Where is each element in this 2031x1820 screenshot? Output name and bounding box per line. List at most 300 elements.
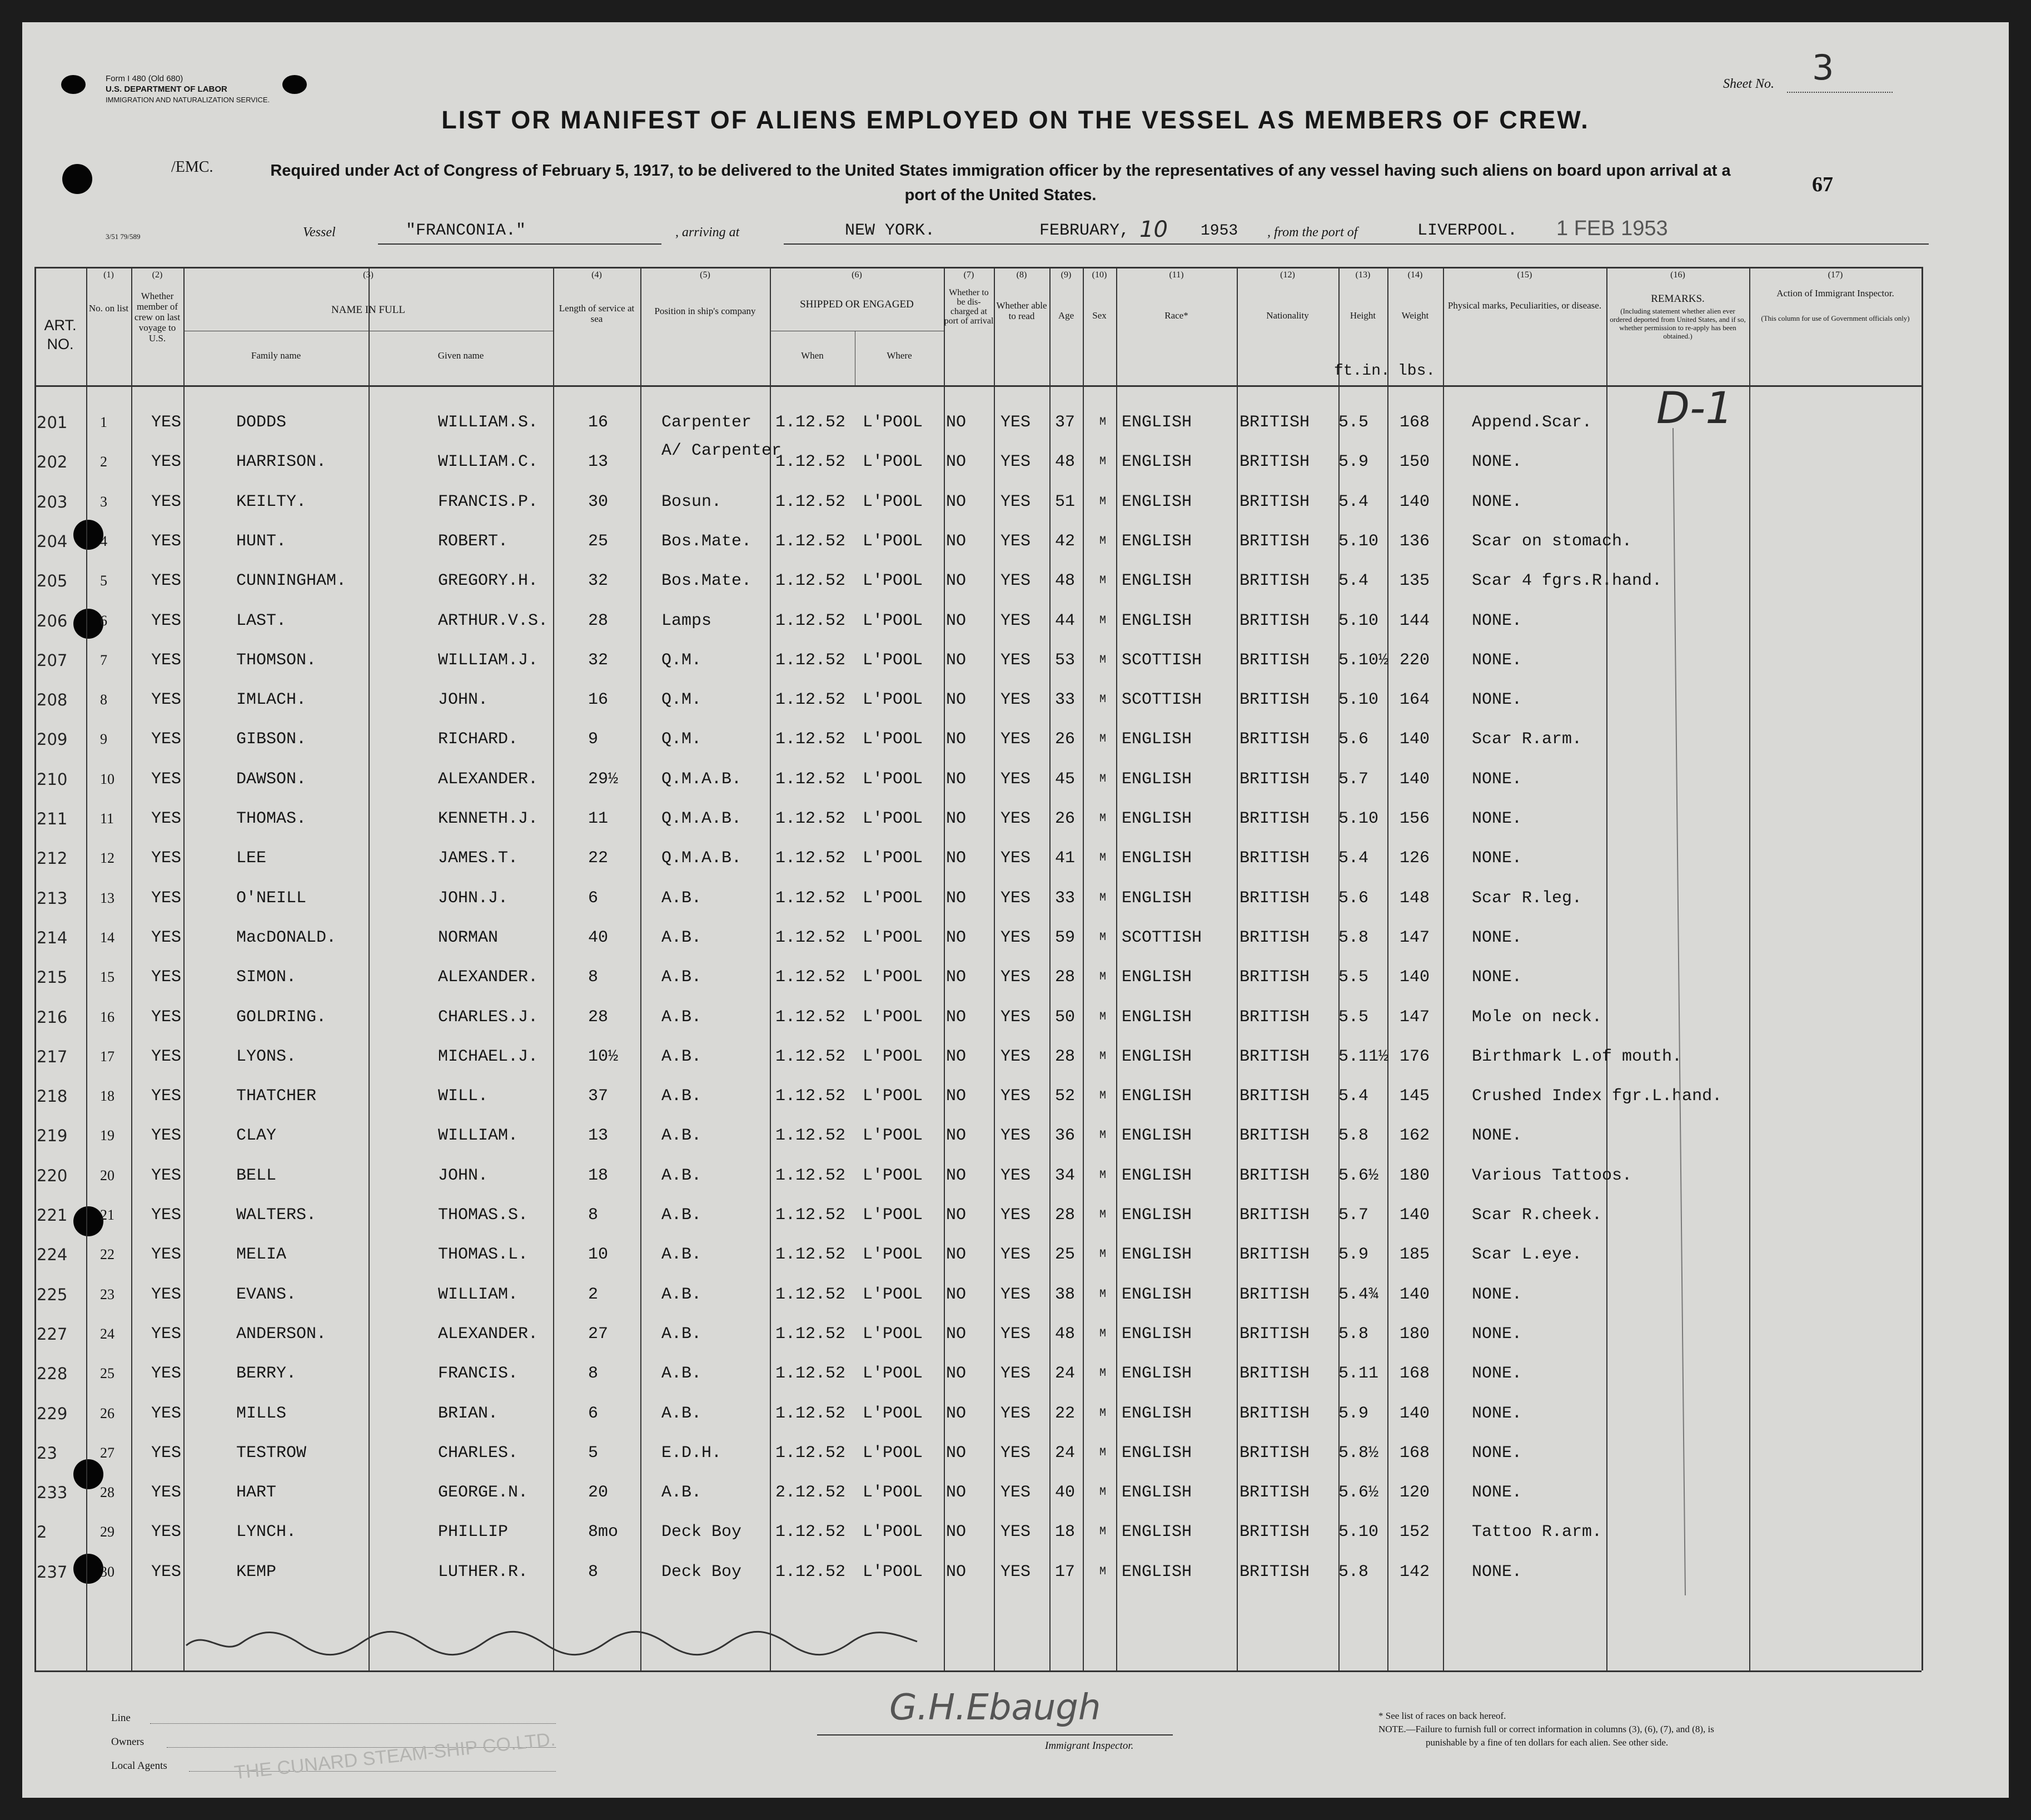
footer-agents-label: Local Agents bbox=[111, 1760, 167, 1772]
cell-where: L'POOL bbox=[863, 571, 923, 590]
cell-where: L'POOL bbox=[863, 532, 923, 551]
cell-given: FRANCIS. bbox=[438, 1364, 519, 1383]
cell-no: 8 bbox=[100, 692, 107, 708]
cell-discharged: NO bbox=[946, 1047, 967, 1066]
cell-when: 1.12.52 bbox=[775, 1364, 846, 1383]
cell-race: ENGLISH bbox=[1122, 1523, 1192, 1541]
cell-race: ENGLISH bbox=[1122, 493, 1192, 511]
cell-when: 1.12.52 bbox=[775, 1087, 846, 1106]
header-family-name: Family name bbox=[251, 350, 301, 361]
cell-race: ENGLISH bbox=[1122, 1206, 1192, 1225]
cell-where: L'POOL bbox=[863, 452, 923, 471]
cell-discharged: NO bbox=[946, 928, 967, 947]
page-subtitle: Required under Act of Congress of February 5, 1917, to be delivered to the United States immigration officer by the representatives of any vessel having such aliens on board upon arrival at a port of the United States. bbox=[270, 162, 1731, 204]
cell-discharged: NO bbox=[946, 493, 967, 511]
cell-art: 204 bbox=[37, 532, 68, 551]
cell-prev: YES bbox=[151, 1087, 182, 1106]
cell-marks: Scar on stomach. bbox=[1472, 532, 1632, 551]
colnum: (16) bbox=[1670, 270, 1685, 280]
cell-age: 40 bbox=[1055, 1483, 1076, 1502]
cell-family: GOLDRING. bbox=[236, 1008, 327, 1027]
cell-nationality: BRITISH bbox=[1239, 968, 1310, 987]
cell-read: YES bbox=[1000, 1563, 1031, 1582]
cell-no: 1 bbox=[100, 414, 107, 430]
cell-position: A.B. bbox=[661, 1483, 702, 1502]
cell-read: YES bbox=[1000, 1008, 1031, 1027]
cell-prev: YES bbox=[151, 413, 182, 432]
cell-given: WILL. bbox=[438, 1087, 489, 1106]
cell-nationality: BRITISH bbox=[1239, 1206, 1310, 1225]
cell-race: ENGLISH bbox=[1122, 571, 1192, 590]
cell-age: 51 bbox=[1055, 493, 1076, 511]
cell-service: 22 bbox=[588, 849, 609, 868]
cell-prev: YES bbox=[151, 928, 182, 947]
cell-sex: M bbox=[1099, 852, 1107, 864]
cell-where: L'POOL bbox=[863, 651, 923, 670]
cell-discharged: NO bbox=[946, 1087, 967, 1106]
table-top-rule bbox=[34, 267, 1922, 268]
cell-position: Q.M.A.B. bbox=[661, 770, 742, 789]
cell-sex: M bbox=[1099, 455, 1107, 468]
cell-age: 24 bbox=[1055, 1444, 1076, 1463]
cell-nationality: BRITISH bbox=[1239, 690, 1310, 709]
cell-position: Bosun. bbox=[661, 493, 722, 511]
cell-when: 1.12.52 bbox=[775, 1008, 846, 1027]
cell-weight: 168 bbox=[1400, 1444, 1430, 1463]
cell-sex: M bbox=[1099, 1050, 1107, 1063]
departure-port: LIVERPOOL. bbox=[1417, 221, 1518, 240]
cell-race: ENGLISH bbox=[1122, 1245, 1192, 1264]
cell-position: Bos.Mate. bbox=[661, 532, 752, 551]
cell-prev: YES bbox=[151, 611, 182, 630]
cell-position: Q.M. bbox=[661, 730, 702, 749]
cell-prev: YES bbox=[151, 1285, 182, 1304]
colnum: (6) bbox=[852, 270, 862, 280]
cell-marks: NONE. bbox=[1472, 809, 1522, 828]
cell-marks: Scar L.eye. bbox=[1472, 1245, 1582, 1264]
cell-no: 26 bbox=[100, 1405, 115, 1421]
cell-height: 5.10½ bbox=[1338, 651, 1389, 670]
cell-prev: YES bbox=[151, 849, 182, 868]
cell-service: 5 bbox=[588, 1444, 599, 1463]
cell-art: 202 bbox=[37, 452, 68, 471]
cell-read: YES bbox=[1000, 730, 1031, 749]
cell-family: HARRISON. bbox=[236, 452, 327, 471]
table-row bbox=[22, 1320, 2009, 1354]
cell-marks: NONE. bbox=[1472, 1483, 1522, 1502]
header-remarks-note: (Including statement whether alien ever ordered deported from United States, and if so, whether permission to re-apply has been obtained.) bbox=[1610, 307, 1746, 340]
cell-weight: 180 bbox=[1400, 1166, 1430, 1185]
cell-position: Q.M. bbox=[661, 690, 702, 709]
cell-weight: 147 bbox=[1400, 1008, 1430, 1027]
cell-weight: 136 bbox=[1400, 532, 1430, 551]
cell-family: CLAY bbox=[236, 1126, 277, 1145]
table-row bbox=[22, 1201, 2009, 1235]
cell-marks: Scar R.cheek. bbox=[1472, 1206, 1602, 1225]
cell-where: L'POOL bbox=[863, 928, 923, 947]
cell-no: 12 bbox=[100, 850, 115, 866]
footer-notes: * See list of races on back hereof. NOTE.—Failure to furnish full or correct information in columns (3), (6), (7), and (8), is punishable by a fine of ten dollars for each alien. See other side. bbox=[1378, 1710, 1714, 1748]
cell-race: ENGLISH bbox=[1122, 1047, 1192, 1066]
cell-family: LYONS. bbox=[236, 1047, 297, 1066]
cell-art: 221 bbox=[37, 1206, 68, 1225]
cell-age: 44 bbox=[1055, 611, 1076, 630]
cell-service: 30 bbox=[588, 493, 609, 511]
cell-discharged: NO bbox=[946, 1523, 967, 1541]
cell-art: 205 bbox=[37, 571, 68, 590]
cell-when: 1.12.52 bbox=[775, 611, 846, 630]
cell-prev: YES bbox=[151, 1483, 182, 1502]
cell-sex: M bbox=[1099, 1090, 1107, 1102]
cell-sex: M bbox=[1099, 1367, 1107, 1380]
colnum: (12) bbox=[1280, 270, 1295, 280]
cell-when: 1.12.52 bbox=[775, 770, 846, 789]
cell-position: A.B. bbox=[661, 1364, 702, 1383]
cell-where: L'POOL bbox=[863, 968, 923, 987]
weight-units: lbs. bbox=[1398, 362, 1436, 380]
cell-race: ENGLISH bbox=[1122, 1483, 1192, 1502]
cell-when: 1.12.52 bbox=[775, 928, 846, 947]
cell-height: 5.10 bbox=[1338, 809, 1379, 828]
cell-no: 4 bbox=[100, 533, 107, 549]
cell-family: SIMON. bbox=[236, 968, 297, 987]
cell-given: THOMAS.S. bbox=[438, 1206, 529, 1225]
cell-position: E.D.H. bbox=[661, 1444, 722, 1463]
cell-discharged: NO bbox=[946, 532, 967, 551]
cell-read: YES bbox=[1000, 849, 1031, 868]
cell-marks: NONE. bbox=[1472, 968, 1522, 987]
cell-art: 217 bbox=[37, 1047, 68, 1066]
cell-age: 48 bbox=[1055, 452, 1076, 471]
cell-service: 8 bbox=[588, 1206, 599, 1225]
cell-nationality: BRITISH bbox=[1239, 770, 1310, 789]
header-name-in-full: NAME IN FULL bbox=[331, 304, 405, 316]
colnum: (11) bbox=[1169, 270, 1184, 280]
cell-height: 5.10 bbox=[1338, 1523, 1379, 1541]
table-row bbox=[22, 1558, 2009, 1592]
cell-service: 8 bbox=[588, 1364, 599, 1383]
cell-family: MILLS bbox=[236, 1404, 287, 1423]
cell-given: CHARLES.J. bbox=[438, 1008, 539, 1027]
cell-race: ENGLISH bbox=[1122, 452, 1192, 471]
cell-age: 33 bbox=[1055, 889, 1076, 908]
cell-nationality: BRITISH bbox=[1239, 1364, 1310, 1383]
cell-read: YES bbox=[1000, 1325, 1031, 1344]
cell-given: BRIAN. bbox=[438, 1404, 499, 1423]
header-inspector-note: (This column for use of Government officials only) bbox=[1761, 314, 1910, 322]
cell-service: 8mo bbox=[588, 1523, 619, 1541]
header-shipped-engaged: SHIPPED OR ENGAGED bbox=[800, 299, 914, 310]
cell-position: A.B. bbox=[661, 1087, 702, 1106]
cell-where: L'POOL bbox=[863, 1087, 923, 1106]
cell-no: 14 bbox=[100, 929, 115, 946]
cell-race: ENGLISH bbox=[1122, 611, 1192, 630]
cell-art: 218 bbox=[37, 1087, 68, 1106]
cell-family: BERRY. bbox=[236, 1364, 297, 1383]
cell-where: L'POOL bbox=[863, 1285, 923, 1304]
cell-age: 28 bbox=[1055, 1047, 1076, 1066]
cell-when: 1.12.52 bbox=[775, 1523, 846, 1541]
cell-weight: 156 bbox=[1400, 809, 1430, 828]
colnum: (3) bbox=[363, 270, 374, 280]
cell-sex: M bbox=[1099, 535, 1107, 548]
cell-family: TESTROW bbox=[236, 1444, 307, 1463]
cell-where: L'POOL bbox=[863, 1047, 923, 1066]
cell-where: L'POOL bbox=[863, 1325, 923, 1344]
cell-age: 17 bbox=[1055, 1563, 1076, 1582]
cell-discharged: NO bbox=[946, 1563, 967, 1582]
header-previous-member: Whether member of crew on last voyage to U.S. bbox=[134, 291, 181, 344]
cell-race: SCOTTISH bbox=[1122, 928, 1202, 947]
cell-when: 1.12.52 bbox=[775, 1404, 846, 1423]
cell-marks: NONE. bbox=[1472, 849, 1522, 868]
cell-position: A.B. bbox=[661, 1325, 702, 1344]
cell-age: 53 bbox=[1055, 651, 1076, 670]
cell-read: YES bbox=[1000, 1166, 1031, 1185]
colnum: (1) bbox=[103, 270, 114, 280]
cell-age: 26 bbox=[1055, 730, 1076, 749]
cell-service: 2 bbox=[588, 1285, 599, 1304]
cell-height: 5.4 bbox=[1338, 849, 1369, 868]
page-title: LIST OR MANIFEST OF ALIENS EMPLOYED ON THE VESSEL AS MEMBERS OF CREW. bbox=[441, 106, 1590, 134]
cell-discharged: NO bbox=[946, 1126, 967, 1145]
cell-marks: NONE. bbox=[1472, 1404, 1522, 1423]
cell-no: 24 bbox=[100, 1326, 115, 1342]
cell-when: 1.12.52 bbox=[775, 1126, 846, 1145]
cell-position: A.B. bbox=[661, 1166, 702, 1185]
cell-where: L'POOL bbox=[863, 611, 923, 630]
table-row bbox=[22, 647, 2009, 680]
cell-given: WILLIAM.J. bbox=[438, 651, 539, 670]
cell-given: ALEXANDER. bbox=[438, 770, 539, 789]
cell-art: 23 bbox=[37, 1444, 57, 1463]
cell-position: Deck Boy bbox=[661, 1523, 742, 1541]
cell-given: WILLIAM. bbox=[438, 1285, 519, 1304]
cell-nationality: BRITISH bbox=[1239, 730, 1310, 749]
header-inspector-action: Action of Immigrant Inspector. bbox=[1776, 288, 1894, 299]
cell-discharged: NO bbox=[946, 770, 967, 789]
cell-read: YES bbox=[1000, 968, 1031, 987]
cell-art: 208 bbox=[37, 690, 68, 709]
cell-age: 26 bbox=[1055, 809, 1076, 828]
manifest-sheet bbox=[22, 22, 2009, 1798]
header-physical-marks: Physical marks, Peculiarities, or disease. bbox=[1447, 300, 1602, 311]
cell-art: 207 bbox=[37, 651, 68, 670]
cell-discharged: NO bbox=[946, 1008, 967, 1027]
inspector-signature: G.H.Ebaugh bbox=[889, 1687, 1101, 1728]
cell-art: 213 bbox=[37, 889, 68, 908]
cell-when: 1.12.52 bbox=[775, 1285, 846, 1304]
cell-age: 45 bbox=[1055, 770, 1076, 789]
sheet-number: 3 bbox=[1812, 47, 1834, 88]
cell-race: ENGLISH bbox=[1122, 849, 1192, 868]
cell-marks: NONE. bbox=[1472, 1444, 1522, 1463]
cell-height: 5.8 bbox=[1338, 1126, 1369, 1145]
cell-when: 1.12.52 bbox=[775, 571, 846, 590]
cell-no: 10 bbox=[100, 771, 115, 787]
cell-marks: NONE. bbox=[1472, 1325, 1522, 1344]
cell-prev: YES bbox=[151, 1008, 182, 1027]
cell-given: WILLIAM.C. bbox=[438, 452, 539, 471]
colnum: (7) bbox=[963, 270, 974, 280]
colnum: (8) bbox=[1016, 270, 1027, 280]
colnum: (17) bbox=[1828, 270, 1843, 280]
cell-prev: YES bbox=[151, 1166, 182, 1185]
cell-position: A/ Carpenter bbox=[661, 441, 782, 460]
cell-prev: YES bbox=[151, 571, 182, 590]
table-row bbox=[22, 765, 2009, 799]
emc-mark: /EMC. bbox=[171, 158, 213, 176]
cell-where: L'POOL bbox=[863, 1206, 923, 1225]
cell-discharged: NO bbox=[946, 1245, 967, 1264]
cell-sex: M bbox=[1099, 1327, 1107, 1340]
cell-no: 5 bbox=[100, 573, 107, 589]
cell-sex: M bbox=[1099, 1169, 1107, 1182]
cell-given: ALEXANDER. bbox=[438, 968, 539, 987]
cell-art: 212 bbox=[37, 849, 68, 868]
table-row bbox=[22, 1360, 2009, 1393]
cell-position: A.B. bbox=[661, 1008, 702, 1027]
cell-where: L'POOL bbox=[863, 809, 923, 828]
cell-no: 27 bbox=[100, 1445, 115, 1461]
cell-given: THOMAS.L. bbox=[438, 1245, 529, 1264]
cell-age: 36 bbox=[1055, 1126, 1076, 1145]
colnum: (10) bbox=[1092, 270, 1107, 280]
cell-marks: NONE. bbox=[1472, 452, 1522, 471]
cell-race: ENGLISH bbox=[1122, 1444, 1192, 1463]
cell-weight: 140 bbox=[1400, 1206, 1430, 1225]
cell-family: ANDERSON. bbox=[236, 1325, 327, 1344]
colnum: (4) bbox=[591, 270, 602, 280]
cell-weight: 140 bbox=[1400, 493, 1430, 511]
cell-where: L'POOL bbox=[863, 1444, 923, 1463]
cell-discharged: NO bbox=[946, 730, 967, 749]
cell-when: 1.12.52 bbox=[775, 1325, 846, 1344]
cell-family: GIBSON. bbox=[236, 730, 307, 749]
cell-given: MICHAEL.J. bbox=[438, 1047, 539, 1066]
cell-no: 15 bbox=[100, 969, 115, 985]
page-stamp-number: 67 bbox=[1812, 173, 1833, 196]
end-of-list-squiggle bbox=[183, 1626, 923, 1659]
cell-weight: 126 bbox=[1400, 849, 1430, 868]
cell-art: 206 bbox=[37, 611, 68, 630]
cell-weight: 145 bbox=[1400, 1087, 1430, 1106]
cell-age: 50 bbox=[1055, 1008, 1076, 1027]
cell-sex: M bbox=[1099, 416, 1107, 429]
cell-weight: 144 bbox=[1400, 611, 1430, 630]
cell-family: MELIA bbox=[236, 1245, 287, 1264]
cell-art: 209 bbox=[37, 730, 68, 749]
cell-discharged: NO bbox=[946, 690, 967, 709]
cell-weight: 148 bbox=[1400, 889, 1430, 908]
cell-weight: 150 bbox=[1400, 452, 1430, 471]
cell-prev: YES bbox=[151, 730, 182, 749]
cell-position: A.B. bbox=[661, 1285, 702, 1304]
cell-family: THATCHER bbox=[236, 1087, 317, 1106]
cell-art: 229 bbox=[37, 1404, 68, 1423]
cell-nationality: BRITISH bbox=[1239, 1285, 1310, 1304]
arrival-port: NEW YORK. bbox=[845, 221, 935, 240]
cell-family: O'NEILL bbox=[236, 889, 307, 908]
cell-discharged: NO bbox=[946, 571, 967, 590]
cell-height: 5.6 bbox=[1338, 889, 1369, 908]
cell-nationality: BRITISH bbox=[1239, 1404, 1310, 1423]
cell-marks: NONE. bbox=[1472, 1285, 1522, 1304]
table-row bbox=[22, 1479, 2009, 1512]
cell-read: YES bbox=[1000, 1126, 1031, 1145]
cell-service: 28 bbox=[588, 611, 609, 630]
cell-position: A.B. bbox=[661, 889, 702, 908]
cell-family: WALTERS. bbox=[236, 1206, 317, 1225]
cell-position: A.B. bbox=[661, 968, 702, 987]
cell-weight: 185 bbox=[1400, 1245, 1430, 1264]
cell-art: 214 bbox=[37, 928, 68, 947]
table-row bbox=[22, 805, 2009, 838]
cell-height: 5.9 bbox=[1338, 452, 1369, 471]
cell-read: YES bbox=[1000, 1483, 1031, 1502]
cell-service: 32 bbox=[588, 571, 609, 590]
cell-family: DODDS bbox=[236, 413, 287, 432]
table-row bbox=[22, 1122, 2009, 1155]
cell-position: Carpenter bbox=[661, 413, 752, 432]
cell-sex: M bbox=[1099, 1248, 1107, 1261]
cell-marks: Mole on neck. bbox=[1472, 1008, 1602, 1027]
cell-race: ENGLISH bbox=[1122, 413, 1192, 432]
cell-position: Deck Boy bbox=[661, 1563, 742, 1582]
cell-prev: YES bbox=[151, 1245, 182, 1264]
cell-service: 25 bbox=[588, 532, 609, 551]
cell-no: 2 bbox=[100, 454, 107, 470]
cell-age: 25 bbox=[1055, 1245, 1076, 1264]
cell-nationality: BRITISH bbox=[1239, 1563, 1310, 1582]
cell-when: 1.12.52 bbox=[775, 1206, 846, 1225]
arriving-label: , arriving at bbox=[675, 225, 740, 240]
cell-service: 28 bbox=[588, 1008, 609, 1027]
cell-no: 13 bbox=[100, 890, 115, 906]
cell-discharged: NO bbox=[946, 1285, 967, 1304]
cell-discharged: NO bbox=[946, 1325, 967, 1344]
handwritten-mark: D-1 bbox=[1656, 384, 1733, 434]
cell-when: 1.12.52 bbox=[775, 1444, 846, 1463]
cell-weight: 140 bbox=[1400, 730, 1430, 749]
cell-weight: 168 bbox=[1400, 413, 1430, 432]
cell-weight: 140 bbox=[1400, 968, 1430, 987]
cell-prev: YES bbox=[151, 532, 182, 551]
table-row bbox=[22, 441, 2009, 481]
cell-position: A.B. bbox=[661, 1245, 702, 1264]
cell-when: 1.12.52 bbox=[775, 1563, 846, 1582]
header-remarks: REMARKS. bbox=[1651, 293, 1705, 305]
cell-nationality: BRITISH bbox=[1239, 651, 1310, 670]
cell-race: ENGLISH bbox=[1122, 809, 1192, 828]
agent-stamp: THE CUNARD STEAM-SHIP CO.LTD. bbox=[233, 1728, 556, 1784]
cell-race: ENGLISH bbox=[1122, 1563, 1192, 1582]
cell-given: JOHN. bbox=[438, 1166, 489, 1185]
cell-marks: Birthmark L.of mouth. bbox=[1472, 1047, 1682, 1066]
cell-sex: M bbox=[1099, 495, 1107, 508]
height-units: ft.in. bbox=[1334, 362, 1390, 380]
cell-sex: M bbox=[1099, 1407, 1107, 1420]
cell-nationality: BRITISH bbox=[1239, 413, 1310, 432]
cell-where: L'POOL bbox=[863, 1563, 923, 1582]
cell-read: YES bbox=[1000, 532, 1031, 551]
cell-position: Q.M.A.B. bbox=[661, 809, 742, 828]
cell-nationality: BRITISH bbox=[1239, 1047, 1310, 1066]
cell-position: Lamps bbox=[661, 611, 712, 630]
table-row bbox=[22, 1162, 2009, 1195]
cell-family: HART bbox=[236, 1483, 277, 1502]
cell-height: 5.5 bbox=[1338, 1008, 1369, 1027]
